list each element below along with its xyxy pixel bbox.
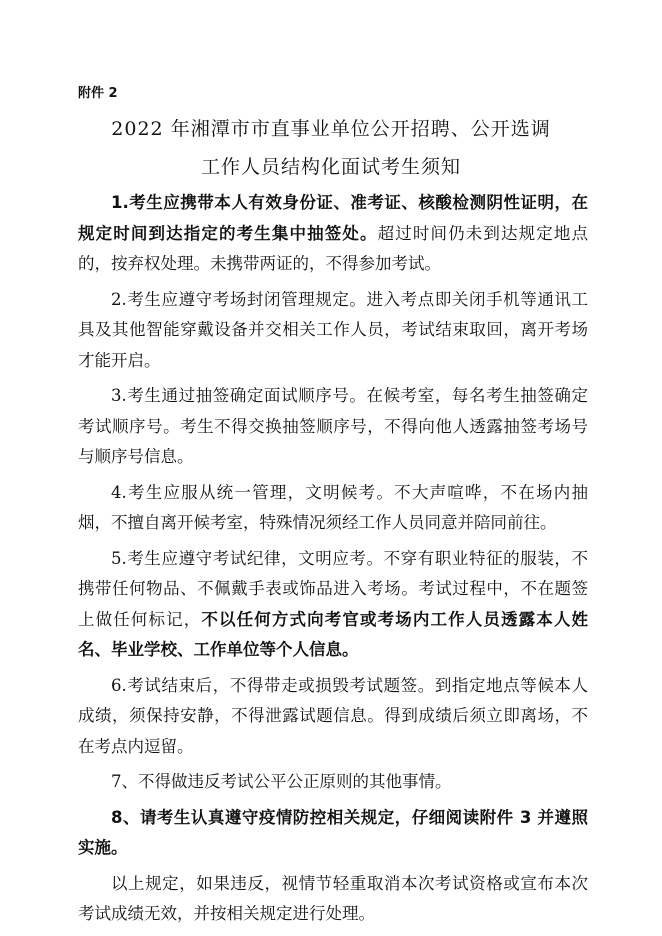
notice-body (78, 188, 588, 930)
rule-item-5-text: 5.考生应遵守考试纪律，文明应考。不穿有职业特征的服装，不携带任何物品、不佩戴手表或饰品进入考场。考试过程中，不在题签上做任何标记， (78, 548, 588, 629)
rule-item-1 (78, 188, 588, 280)
rule-item-5 (78, 544, 588, 666)
document-title-line-1: 2022 年湘潭市市直事业单位公开招聘、公开选调 (111, 118, 551, 140)
attachment-label: 附件 2 (78, 86, 118, 101)
rule-item-8: 8、请考生认真遵守疫情防控相关规定，仔细阅读附件 3 并遵照实施。 (78, 807, 588, 857)
rule-item-1-text: 超过时间仍未到达规定地点的，按弃权处理。未携带两证的，不得参加考试。 (78, 223, 588, 273)
closing-paragraph: 以上规定，如果违反，视情节轻重取消本次考试资格或宣布本次考试成绩无效，并按相关规定进行处理。 (78, 873, 588, 923)
rule-item-6: 6.考试结束后，不得带走或损毁考试题签。到指定地点等候本人成绩，须保持安静，不得泄露试题信息。得到成绩后须立即离场，不在考点内逗留。 (78, 675, 588, 756)
rule-item-3: 3.考生通过抽签确定面试顺序号。在候考室，每名考生抽签确定考试顺序号。考生不得交换抽签顺序号，不得向他人透露抽签考场号与顺序号信息。 (78, 386, 588, 466)
rule-item-5-bold: 不以任何方式向考官或考场内工作人员透露本人姓名、毕业学校、工作单位等个人信息。 (78, 609, 588, 659)
rule-item-7: 7、不得做违反考试公平公正原则的其他事情。 (111, 772, 452, 791)
rule-item-4: 4.考生应服从统一管理，文明候考。不大声喧哗，不在场内抽烟，不擅自离开候考室，特殊情况须经工作人员同意并陪同前往。 (78, 482, 588, 532)
rule-item-2: 2.考生应遵守考场封闭管理规定。进入考点即关闭手机等通讯工具及其他智能穿戴设备并交相关工作人员，考试结束取回，离开考场才能开启。 (78, 289, 588, 370)
document-title-line-2: 工作人员结构化面试考生须知 (200, 156, 461, 178)
rule-item-1-bold: 1.考生应携带本人有效身份证、准考证、核酸检测阴性证明，在规定时间到达指定的考生集中抽签处。 (78, 193, 588, 243)
